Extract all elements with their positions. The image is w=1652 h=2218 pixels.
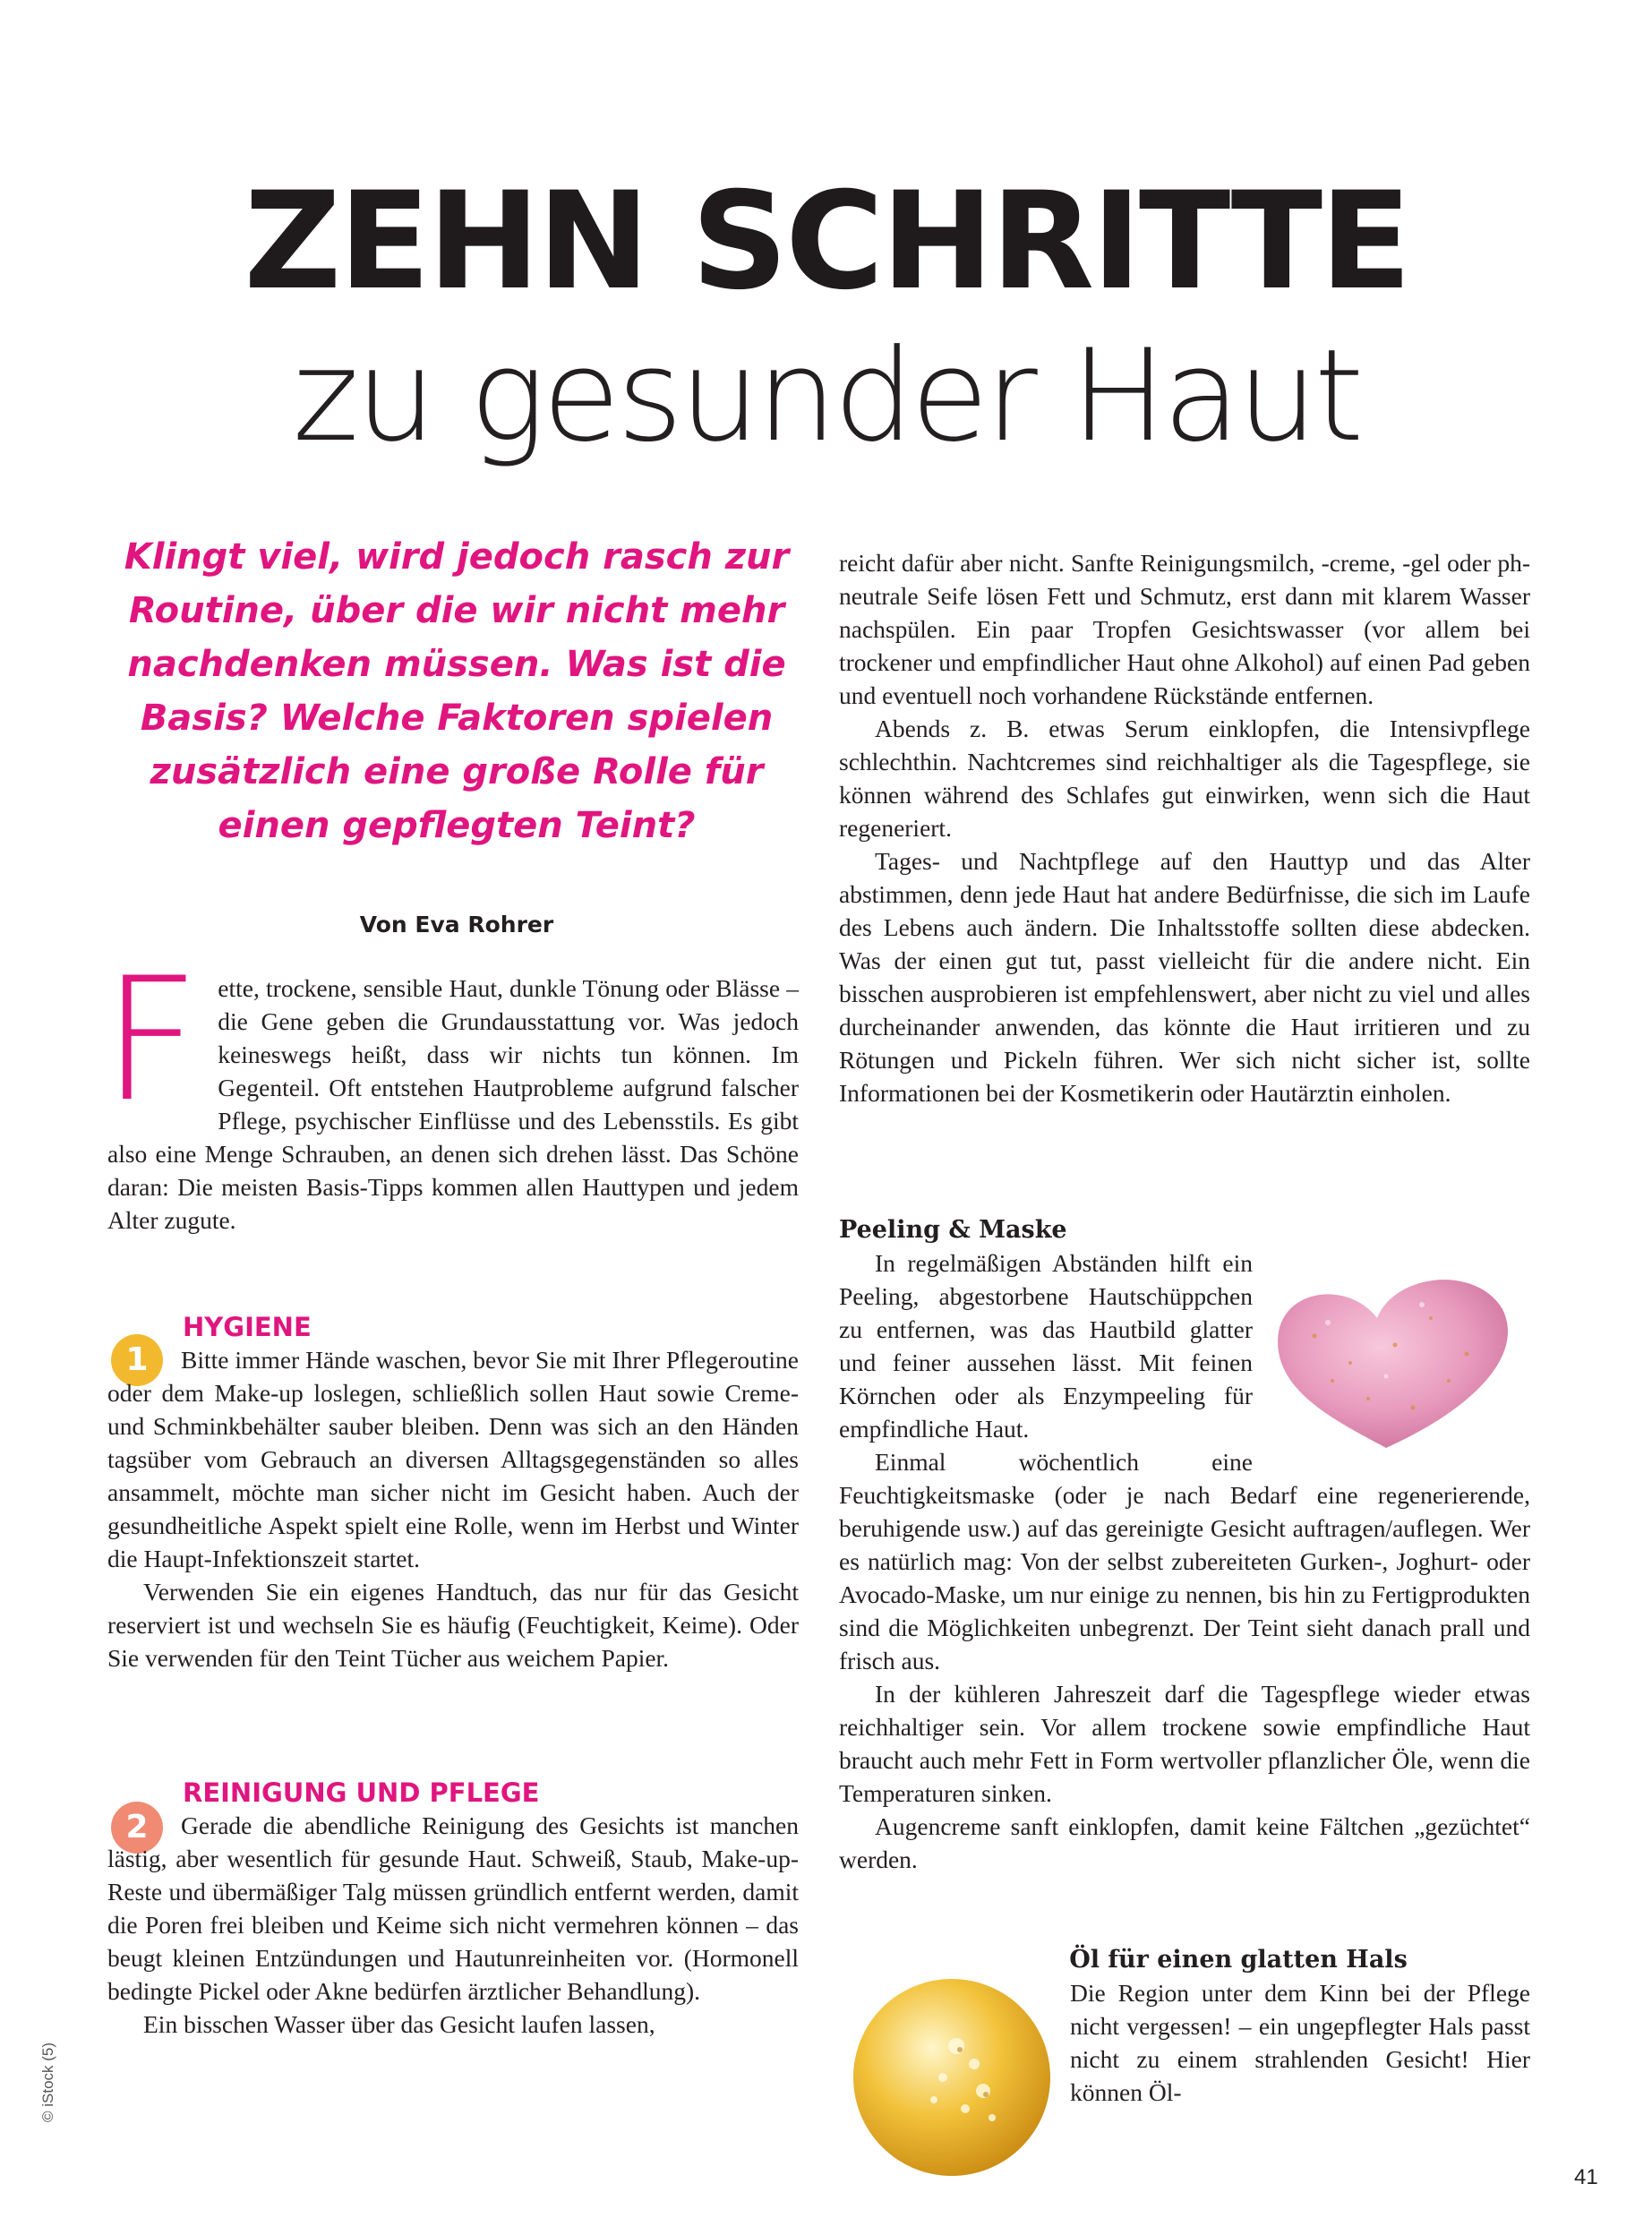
paragraph: reicht dafür aber nicht. Sanfte Reinigungsmilch, -creme, -gel oder ph-neutrale Seife lösen Fett und Schmutz, erst dann mit klarem Wasser nachspülen. Ein paar Tropfen Gesichtswasser (vor allem bei trockener und empfindlicher Haut ohne Alkohol) auf einen Pad geben und eventuell noch vorhandene Rückstände entfernen. bbox=[839, 549, 1530, 709]
paragraph: Augencreme sanft einklopfen, damit keine Fältchen „gezüchtet“ werden. bbox=[839, 1812, 1530, 1873]
lead-text: Klingt viel, wird jedoch rasch zur Routine, über die wir nicht mehr nachdenken müssen. Was ist die Basis? Welche Faktoren spielen zusätzlich eine große Rolle für einen gepflegten Teint? bbox=[124, 536, 790, 846]
paragraph: Verwenden Sie ein eigenes Handtuch, das nur für das Gesicht reserviert ist und wechseln Sie es häufig (Feuchtigkeit, Keime). Oder Sie verwenden für den Teint Tücher aus weichem Papier. bbox=[107, 1578, 799, 1672]
paragraph: Abends z. B. etwas Serum einklopfen, die Intensivpflege schlechthin. Nachtcremes sind reichhaltiger als die Tagespflege, sie können während des Schlafes gut einwirken, wenn sich die Haut regeneriert. bbox=[839, 715, 1530, 842]
headline: ZEHN SCHRITTE bbox=[244, 164, 1409, 320]
photo-credit: © iStock (5) bbox=[39, 2042, 56, 2122]
section-heading-reinigung: REINIGUNG UND PFLEGE bbox=[183, 1777, 540, 1808]
page-number: 41 bbox=[1574, 2165, 1598, 2189]
section-number-badge: 2 bbox=[111, 1802, 163, 1854]
section-number-badge: 1 bbox=[111, 1334, 163, 1386]
paragraph: Einmal wöchentlich eine Feuchtigkeitsmaske (oder je nach Bedarf eine regenerierende, beruhigende usw.) auf das gereinigte Gesicht auftragen/auflegen. Wer es natürlich mag: Von der selbst zubereiteten Gurken-, Joghurt- oder Avocado-Maske, um nur einige zu nennen, bis hin zu Fertigprodukten sind die Möglichkeiten unbegrenzt. Der Teint sieht danach prall und frisch aus. bbox=[839, 1448, 1530, 1674]
peeling-heading: Peeling & Maske bbox=[839, 1216, 1067, 1244]
paragraph: Die Region unter dem Kinn bei der Pflege nicht vergessen! – ein ungepflegter Hals passt nicht zu einem strahlenden Gesicht! Hier können Öl- bbox=[1070, 1979, 1530, 2106]
paragraph: Ein bisschen Wasser über das Gesicht laufen lassen, bbox=[143, 2010, 655, 2038]
subheadline: zu gesunder Haut bbox=[292, 322, 1361, 470]
paragraph: Tages- und Nachtpflege auf den Hauttyp und das Alter abstimmen, denn jede Haut hat andere Bedürfnisse, die sich im Laufe des Lebens auch ändern. Die Inhaltsstoffe sollten diese abdecken. Was der einen gut tut, passt vielleicht für die andere nicht. Ein bisschen ausprobieren ist empfehlenswert, aber nicht zu viel und alles durcheinander anwenden, das könnte die Haut irritieren und zu Rötungen und Pickeln führen. Wer sich nicht sicher ist, sollte Informationen bei der Kosmetikerin oder Hautärztin einholen. bbox=[839, 847, 1530, 1107]
intro-block bbox=[102, 941, 799, 1237]
paragraph: In regelmäßigen Abständen hilft ein Peeling, abgestorbene Hautschüppchen zu entfernen, was das Hautbild glatter und feiner aussehen lässt. Mit feinen Körnchen oder als Enzympeeling für empfindliche Haut. bbox=[839, 1249, 1253, 1443]
right-column-top bbox=[839, 546, 1530, 1109]
intro-paragraph: ette, trockene, sensible Haut, dunkle Tönung oder Blässe – die Gene geben die Grundausstattung vor. Was jedoch keineswegs heißt, dass wir nichts tun können. Im Gegenteil. Oft entstehen Hautprobleme aufgrund falscher Pflege, psychischer Einflüsse und des Lebensstils. Es gibt also eine Menge Schrauben, an denen sich drehen lässt. Das Schöne daran: Die meisten Basis-Tipps kommen allen Hauttypen und jedem Alter zugute. bbox=[107, 974, 799, 1234]
drop-cap: F bbox=[102, 941, 201, 1139]
pink-scrub-heart-image bbox=[1252, 1255, 1520, 1461]
oil-drop-image bbox=[849, 1974, 1055, 2180]
section-reinigung-body bbox=[107, 1809, 799, 2041]
byline: Von Eva Rohrer bbox=[359, 912, 554, 938]
paragraph: Gerade die abendliche Reinigung des Gesichts ist manchen lästig, aber wesentlich für gesunde Haut. Schweiß, Staub, Make-up-Reste und übermäßiger Talg müssen gründlich entfernt werden, damit die Poren frei bleiben und Keime sich nicht vermehren können – das beugt kleinen Entzündungen und Hautunreinheiten vor. (Hormonell bedingte Pickel oder Akne bedürfen ärztlicher Behandlung). bbox=[107, 1811, 799, 2005]
oil-heading: Öl für einen glatten Hals bbox=[1069, 1946, 1408, 1974]
paragraph: Bitte immer Hände waschen, bevor Sie mit Ihrer Pflegeroutine oder dem Make-up loslegen, schließlich sollen Haut sowie Creme- und Schminkbehälter sauber bleiben. Denn was sich an den Händen tagsüber vom Gebrauch an diversen Alltagsgegenständen so alles ansammelt, möchte man sicher nicht im Gesicht haben. Auch der gesundheitliche Aspekt spielt eine Rolle, wenn im Herbst und Winter die Haupt-Infektionszeit startet. bbox=[107, 1346, 799, 1572]
paragraph: In der kühleren Jahreszeit darf die Tagespflege wieder etwas reichhaltiger sein. Vor allem trockene sowie empfindliche Haut braucht auch mehr Fett in Form wertvoller pflanzlicher Öle, wenn die Temperaturen sinken. bbox=[839, 1680, 1530, 1807]
section-hygiene-body bbox=[107, 1343, 799, 1674]
section-heading-hygiene: HYGIENE bbox=[183, 1312, 312, 1342]
